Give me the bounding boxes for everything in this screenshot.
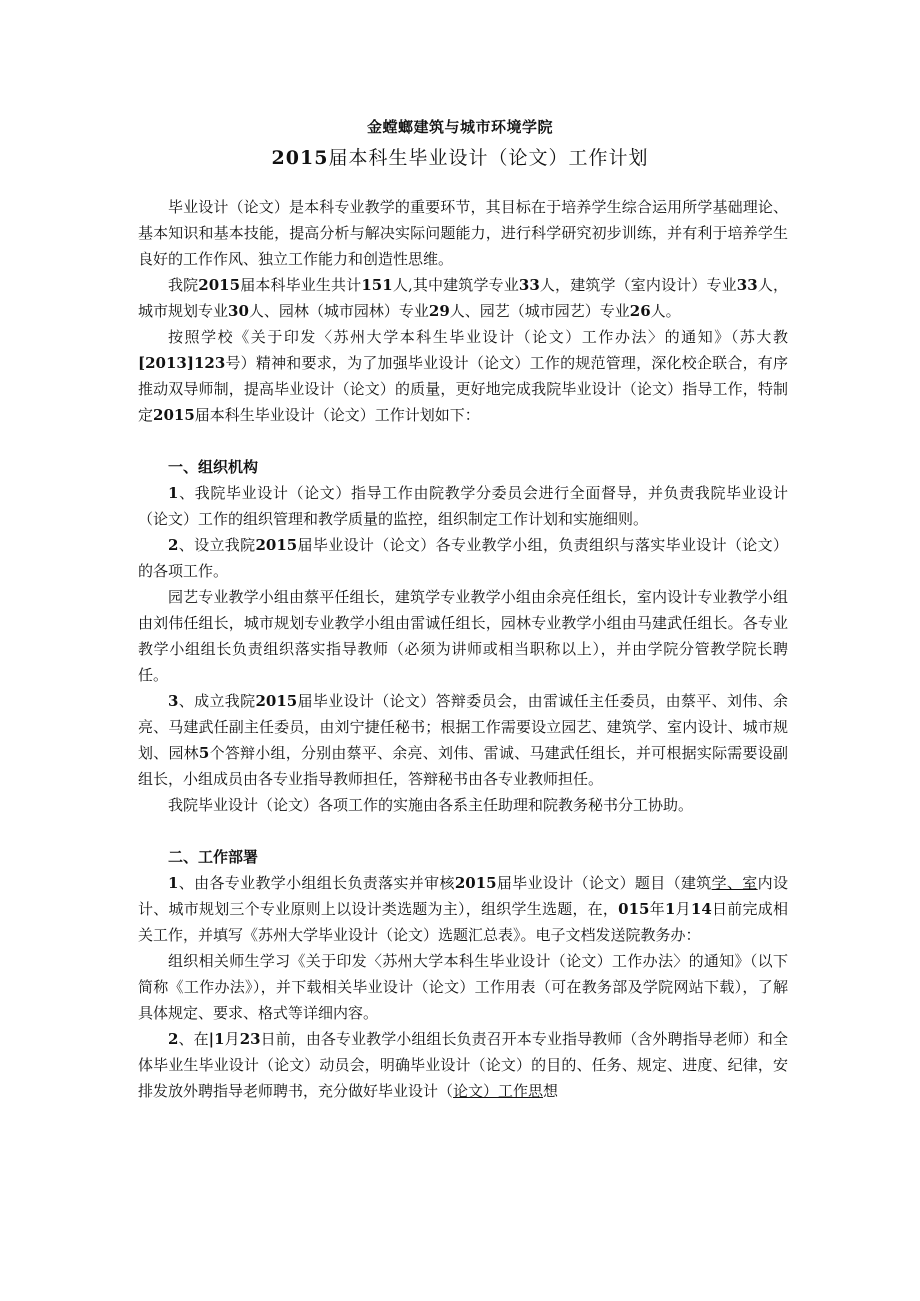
text-run: 、设立我院 — [178, 536, 256, 554]
item-number: 1 — [168, 874, 179, 892]
text-run: 号）精神和要求，为了加强毕业设计（论文）工作的规范管理，深化校企联合，有序推动双导师制，提高毕业设计（论文）的质量，更好地完成我院毕业设计（论文）指导工作，特制定 — [138, 354, 788, 424]
text-run: 人，建筑学（室内设计）专业 — [539, 276, 737, 294]
item-number: 1 — [168, 484, 179, 502]
document-body — [138, 194, 788, 1104]
text-run: 月 — [224, 1030, 240, 1048]
deployment-item-1-detail: 组织相关师生学习《关于印发〈苏州大学本科生毕业设计（论文）工作办法〉的通知》（以下简称《工作办法》），并下载相关毕业设计（论文）工作用表（可在教务部及学院网站下载），了解具体规定、要求、格式等详细内容。 — [138, 952, 788, 1022]
text-run: 、由各专业教学小组组长负责落实并审核 — [178, 874, 455, 892]
text-run: 届本科生毕业设计（论文）工作计划如下： — [194, 406, 480, 424]
year-number: 2015 — [255, 536, 298, 554]
text-run: 年 — [649, 900, 665, 918]
section-heading-organization: 一、组织机构 — [168, 458, 259, 476]
year-number: 2015 — [454, 874, 497, 892]
count-landscape: 29 — [428, 302, 450, 320]
deployment-item-1 — [138, 870, 788, 948]
text-run: 内设计、城市规划三个专业原则上以设计类选题为主），组织学生选题，在， — [138, 874, 788, 918]
month-number: |1 — [208, 1030, 225, 1048]
document-number: [2013]123 — [138, 354, 226, 372]
text-run: 日前，由各专业教学小组组长负责召开本专业指导教师（含外聘指导老师）和全体毕业生毕业设计（论文）动员会，明确毕业设计（论文）的目的、任务、规定、进度、纪律，安排发放外聘指导老师聘书，充分做好毕业设计（ — [138, 1030, 788, 1100]
day-number: 14 — [690, 900, 712, 918]
text-run: 个答辩小组，分别由蔡平、余亮、刘伟、雷诚、马建武任组长，并可根据实际需要设副组长，小组成员由各专业指导教师担任，答辩秘书由各专业教师担任。 — [138, 744, 788, 788]
organization-item-3 — [138, 688, 788, 792]
underlined-text: 论文）工作思 — [453, 1082, 544, 1100]
school-name: 金螳螂建筑与城市环境学院 — [366, 118, 553, 136]
total-count: 151 — [361, 276, 393, 294]
intro-paragraph-1: 毕业设计（论文）是本科专业教学的重要环节，其目标在于培养学生综合运用所学基础理论、基本知识和基本技能，提高分析与解决实际问题能力，进行科学研究初步训练，并有利于培养学生良好的工作作风、独立工作能力和创造性思维。 — [138, 198, 788, 268]
text-run: 届毕业设计（论文）各专业教学小组，负责组织与落实毕业设计（论文）的各项工作。 — [138, 536, 788, 580]
count-horticulture: 26 — [629, 302, 651, 320]
text-run: 人。 — [650, 302, 681, 320]
title-text: 届本科生毕业设计（论文）工作计划 — [328, 147, 649, 169]
text-run: 按照学校《关于印发〈苏州大学本科生毕业设计（论文）工作办法〉的通知》（苏大教 — [168, 328, 788, 346]
title-year: 2015 — [271, 147, 329, 169]
text-run: 、在 — [178, 1030, 209, 1048]
text-run: 人，城市规划专业 — [138, 276, 788, 320]
count-architecture: 33 — [518, 276, 540, 294]
text-run: 人、园艺（城市园艺）专业 — [449, 302, 630, 320]
year-number: 2015 — [153, 406, 195, 424]
organization-item-1 — [138, 480, 788, 532]
section-heading-deployment: 二、工作部署 — [168, 848, 259, 866]
deployment-item-2 — [138, 1026, 788, 1104]
count-interior: 33 — [736, 276, 758, 294]
item-number: 3 — [168, 692, 179, 710]
month-number: 1 — [664, 900, 676, 918]
text-run: 、成立我院 — [178, 692, 256, 710]
text-run: 人、园林（城市园林）专业 — [248, 302, 429, 320]
text-run: 届本科毕业生共计 — [240, 276, 362, 294]
text-run: 我院 — [168, 276, 199, 294]
text-run: 届毕业设计（论文）答辩委员会，由雷诚任主任委员，由蔡平、刘伟、余亮、马建武任副主任委员，由刘宁捷任秘书；根据工作需要设立园艺、建筑学、室内设计、城市规划、园林 — [138, 692, 788, 762]
underlined-text: 学、室 — [711, 874, 758, 892]
organization-closing: 我院毕业设计（论文）各项工作的实施由各系主任助理和院教务秘书分工协助。 — [168, 796, 694, 814]
organization-item-2 — [138, 532, 788, 584]
year-number: 2015 — [255, 692, 298, 710]
year-number: 2015 — [198, 276, 241, 294]
document-title — [0, 143, 920, 170]
text-run: 届毕业设计（论文）题目（建筑 — [496, 874, 712, 892]
organization-item-2-detail: 园艺专业教学小组由蔡平任组长，建筑学专业教学小组由余亮任组长，室内设计专业教学小组由刘伟任组长，城市规划专业教学小组由雷诚任组长，园林专业教学小组由马建武任组长。各专业教学小组组长负责组织落实指导教师（必须为讲师或相当职称以上），并由学院分管教学院长聘任。 — [138, 588, 788, 684]
text-run: 月 — [675, 900, 691, 918]
text-run: 想 — [543, 1082, 559, 1100]
group-count: 5 — [198, 744, 210, 762]
text-run: 日前完成相关工作，并填写《苏州大学毕业设计（论文）选题汇总表》。电子文档发送院教务办： — [138, 900, 788, 944]
item-number: 2 — [168, 536, 179, 554]
count-planning: 30 — [228, 302, 249, 320]
text-run: 人,其中建筑学专业 — [392, 276, 519, 294]
intro-paragraph-2 — [138, 272, 788, 324]
item-number: 2 — [168, 1030, 179, 1048]
year-number: 015 — [618, 900, 650, 918]
text-run: 、我院毕业设计（论文）指导工作由院教学分委员会进行全面督导，并负责我院毕业设计（论文）工作的组织管理和教学质量的监控，组织制定工作计划和实施细则。 — [138, 484, 788, 528]
day-number: 23 — [239, 1030, 261, 1048]
intro-paragraph-3 — [138, 324, 788, 428]
